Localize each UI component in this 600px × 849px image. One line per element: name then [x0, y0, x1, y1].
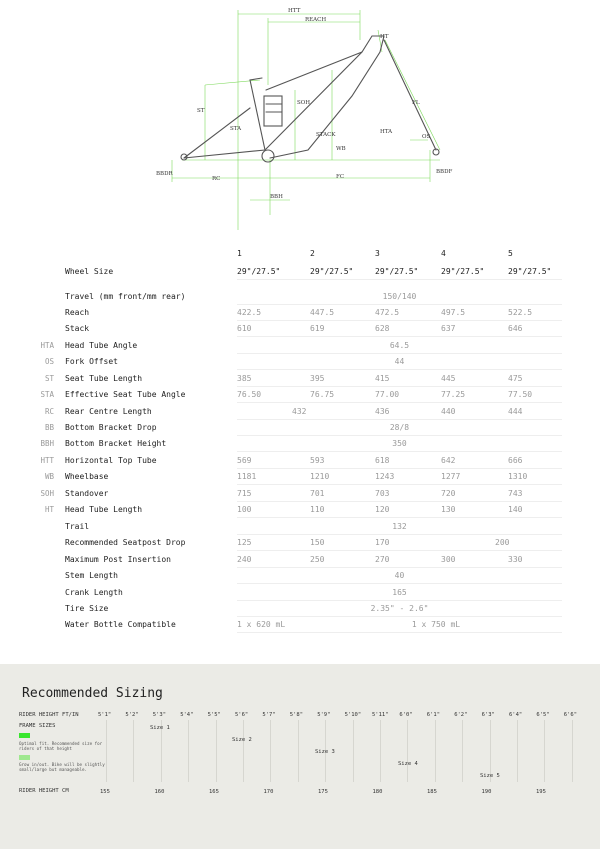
- geometry-row: [0, 404, 600, 420]
- row-value: 445: [441, 374, 456, 383]
- rider-height-ft-label: RIDER HEIGHT FT/IN: [19, 712, 79, 718]
- ft-gridline: [435, 720, 436, 782]
- row-value: 703: [375, 489, 390, 498]
- row-label: Water Bottle Compatible: [65, 620, 176, 629]
- label-bbh: BBH: [270, 194, 283, 200]
- geometry-row: [0, 617, 600, 633]
- label-wb: WB: [336, 146, 346, 152]
- row-label: Wheelbase: [65, 472, 109, 481]
- row-value: 715: [237, 489, 252, 498]
- ft-tick: 5'3": [152, 712, 167, 718]
- label-reach: REACH: [305, 17, 327, 23]
- row-label: Stem Length: [65, 571, 118, 580]
- geometry-row: [0, 486, 600, 502]
- row-label: Stack: [65, 324, 90, 333]
- row-value-all-sizes: 132: [392, 522, 407, 531]
- ft-gridline: [106, 720, 107, 782]
- ft-gridline: [353, 720, 354, 782]
- row-value-all-sizes: 2.35" - 2.6": [370, 604, 429, 613]
- geometry-row: [0, 387, 600, 403]
- size-header-1: 1: [237, 249, 242, 258]
- cm-tick: 195: [536, 789, 546, 795]
- geometry-row: [0, 535, 600, 551]
- label-ht: HT: [380, 34, 389, 40]
- size-1-bar: Size 1: [150, 725, 170, 731]
- row-divider: [237, 550, 562, 551]
- row-value: 395: [310, 374, 325, 383]
- row-divider: [237, 369, 562, 370]
- size-header-3: 3: [375, 249, 380, 258]
- ft-tick: 6'0": [399, 712, 413, 718]
- row-value: 444: [508, 407, 523, 416]
- sizing-title: Recommended Sizing: [22, 686, 163, 701]
- row-value-all-sizes: 165: [392, 588, 407, 597]
- row-value: 76.75: [310, 390, 335, 399]
- label-fc: FC: [336, 174, 345, 180]
- cm-tick: 155: [100, 789, 110, 795]
- row-value-all-sizes: 44: [394, 357, 405, 366]
- ft-tick: 5'2": [125, 712, 139, 718]
- cm-tick: 165: [209, 789, 219, 795]
- label-soh: SOH: [297, 100, 311, 106]
- size-header-2: 2: [310, 249, 315, 258]
- ft-tick: 5'9": [317, 712, 331, 718]
- row-value: 628: [375, 324, 390, 333]
- geometry-row: [0, 585, 600, 601]
- row-label: Crank Length: [65, 588, 123, 597]
- row-abbreviation: RC: [44, 407, 54, 416]
- row-value: 29"/27.5": [375, 267, 419, 276]
- row-label: Head Tube Length: [65, 505, 143, 514]
- label-fl: FL: [412, 100, 420, 106]
- row-divider: [237, 583, 562, 584]
- ft-gridline: [517, 720, 518, 782]
- row-value: 475: [508, 374, 523, 383]
- cm-tick: 170: [263, 789, 274, 795]
- row-value: 522.5: [508, 308, 533, 317]
- row-value-all-sizes: 350: [392, 439, 407, 448]
- ft-gridline: [462, 720, 463, 782]
- size-header-5: 5: [508, 249, 513, 258]
- frame-sizes-label: FRAME SIZES: [19, 723, 56, 729]
- ft-gridline: [270, 720, 271, 782]
- cm-tick: 185: [427, 789, 437, 795]
- row-value: 140: [508, 505, 523, 514]
- row-value: 120: [375, 505, 390, 514]
- row-label: Bottom Bracket Height: [65, 439, 167, 448]
- row-value: 1181: [237, 472, 257, 481]
- row-value: 300: [441, 555, 456, 564]
- ft-tick: 5'6": [235, 712, 249, 718]
- ft-tick: 5'7": [262, 712, 276, 718]
- size-5-bar: Size 5: [480, 773, 500, 779]
- geometry-row: [0, 436, 600, 452]
- ft-tick: 5'5": [207, 712, 221, 718]
- row-label: Travel (mm front/mm rear): [65, 292, 186, 301]
- row-label: Maximum Post Insertion: [65, 555, 171, 564]
- geometry-row: [0, 289, 600, 305]
- cm-tick: 180: [372, 789, 383, 795]
- label-htt: HTT: [288, 8, 301, 14]
- row-value: 610: [237, 324, 252, 333]
- row-label: Rear Centre Length: [65, 407, 152, 416]
- ft-tick: 6'2": [454, 712, 468, 718]
- row-value-remaining-sizes: 1 x 750 mL: [411, 620, 461, 629]
- label-os: OS: [422, 134, 431, 140]
- geometry-row: [0, 354, 600, 370]
- ft-tick: 5'4": [180, 712, 194, 718]
- cm-tick: 160: [154, 789, 165, 795]
- label-bbdf: BBDF: [436, 169, 453, 175]
- geometry-row: [0, 371, 600, 387]
- row-value: 472.5: [375, 308, 400, 317]
- row-label: Wheel Size: [65, 267, 114, 276]
- row-value-all-sizes: 28/8: [389, 423, 410, 432]
- row-value: 569: [237, 456, 252, 465]
- geometry-row: [0, 502, 600, 518]
- row-value: 77.00: [375, 390, 400, 399]
- cm-tick: 190: [481, 789, 492, 795]
- row-label: Horizontal Top Tube: [65, 456, 157, 465]
- row-abbreviation: ST: [44, 374, 54, 383]
- row-value: 1 x 620 mL: [237, 620, 286, 629]
- row-value: 701: [310, 489, 325, 498]
- ft-tick: 5'10": [344, 712, 362, 718]
- row-value: 720: [441, 489, 456, 498]
- label-rc: RC: [212, 176, 221, 182]
- row-value: 29"/27.5": [508, 267, 552, 276]
- ft-tick: 5'8": [289, 712, 304, 718]
- row-divider: [237, 451, 562, 452]
- row-value: 125: [237, 538, 252, 547]
- row-abbreviation: HTA: [40, 341, 54, 350]
- row-value: 422.5: [237, 308, 262, 317]
- row-value: 270: [375, 555, 390, 564]
- recommended-sizing-panel: [0, 664, 600, 849]
- ft-gridline: [407, 720, 408, 782]
- row-divider: [237, 632, 562, 633]
- row-abbreviation: STA: [40, 390, 54, 399]
- row-abbreviation: HTT: [40, 456, 54, 465]
- ft-gridline: [243, 720, 244, 782]
- row-abbreviation: SOH: [40, 489, 54, 498]
- row-value: 250: [310, 555, 325, 564]
- row-value: 593: [310, 456, 325, 465]
- row-value: 29"/27.5": [441, 267, 485, 276]
- row-value: 200: [495, 538, 510, 547]
- row-value: 743: [508, 489, 523, 498]
- row-value: 77.50: [508, 390, 533, 399]
- geometry-row: [0, 601, 600, 617]
- row-value: 447.5: [310, 308, 335, 317]
- legend-optimal-text: Optimal fit. Recommended size for riders of that height: [19, 741, 103, 751]
- row-value: 1310: [508, 472, 528, 481]
- geometry-row: [0, 305, 600, 321]
- row-divider: [237, 336, 562, 337]
- ft-tick: 6'3": [481, 712, 495, 718]
- row-label: Fork Offset: [65, 357, 118, 366]
- row-value: 170: [375, 538, 390, 547]
- row-value: 415: [375, 374, 390, 383]
- row-value-all-sizes: 40: [394, 571, 405, 580]
- row-value: 76.50: [237, 390, 262, 399]
- ft-tick: 6'6": [563, 712, 578, 718]
- row-value-all-sizes: 64.5: [389, 341, 410, 350]
- row-divider: [237, 279, 562, 280]
- legend-optimal-swatch: [19, 733, 30, 738]
- ft-gridline: [298, 720, 299, 782]
- row-value: 637: [441, 324, 456, 333]
- geometry-row: [0, 420, 600, 436]
- row-value: 646: [508, 324, 523, 333]
- geometry-row: [0, 264, 600, 280]
- row-value: 436: [375, 407, 390, 416]
- row-value: 618: [375, 456, 390, 465]
- ft-tick: 6'4": [509, 712, 523, 718]
- row-value: 642: [441, 456, 456, 465]
- ft-gridline: [216, 720, 217, 782]
- ft-tick: 6'1": [426, 712, 441, 718]
- ft-gridline: [188, 720, 189, 782]
- row-value: 1277: [441, 472, 461, 481]
- row-label: Recommended Seatpost Drop: [65, 538, 186, 547]
- size-4-bar: Size 4: [398, 761, 418, 767]
- row-divider: [237, 402, 562, 403]
- row-value: 29"/27.5": [237, 267, 281, 276]
- row-divider: [237, 517, 562, 518]
- ft-gridline: [544, 720, 545, 782]
- row-value: 666: [508, 456, 523, 465]
- rider-height-cm-label: RIDER HEIGHT CM: [19, 788, 69, 794]
- row-abbreviation: HT: [44, 505, 54, 514]
- row-value: 1243: [375, 472, 395, 481]
- row-value: 100: [237, 505, 252, 514]
- row-value: 150: [310, 538, 325, 547]
- row-value: 110: [310, 505, 325, 514]
- row-label: Effective Seat Tube Angle: [65, 390, 186, 399]
- ft-tick: 6'5": [536, 712, 550, 718]
- ft-tick: 5'11": [372, 712, 389, 718]
- label-bbdr: BBDR: [156, 171, 173, 177]
- geometry-row: [0, 469, 600, 485]
- row-divider: [237, 484, 562, 485]
- label-sta: STA: [230, 126, 242, 132]
- geometry-row: [0, 519, 600, 535]
- cm-tick: 175: [318, 789, 328, 795]
- label-hta: HTA: [380, 129, 393, 135]
- size-2-bar: Size 2: [232, 737, 252, 743]
- row-value: 1210: [310, 472, 330, 481]
- row-value-all-sizes: 150/140: [382, 292, 417, 301]
- row-value: 432: [292, 407, 307, 416]
- row-abbreviation: BB: [44, 423, 54, 432]
- geometry-row: [0, 453, 600, 469]
- row-value: 77.25: [441, 390, 466, 399]
- row-value: 240: [237, 555, 252, 564]
- row-value: 619: [310, 324, 325, 333]
- row-label: Trail: [65, 522, 90, 531]
- label-st: ST: [197, 108, 205, 114]
- ft-tick: 5'1": [98, 712, 112, 718]
- row-label: Bottom Bracket Drop: [65, 423, 157, 432]
- legend-grow-text: Grow in/out. Bike will be slightly small/large but manageable.: [19, 762, 105, 772]
- row-abbreviation: OS: [44, 357, 54, 366]
- row-value: 385: [237, 374, 252, 383]
- row-value: 497.5: [441, 308, 466, 317]
- geometry-row: [0, 321, 600, 337]
- row-value: 29"/27.5": [310, 267, 354, 276]
- row-value: 440: [441, 407, 456, 416]
- legend-grow-swatch: [19, 755, 30, 760]
- label-stack: STACK: [316, 132, 336, 138]
- ft-gridline: [572, 720, 573, 782]
- row-label: Head Tube Angle: [65, 341, 138, 350]
- size-header-4: 4: [441, 249, 446, 258]
- geometry-row: [0, 338, 600, 354]
- row-label: Tire Size: [65, 604, 109, 613]
- row-abbreviation: WB: [44, 472, 54, 481]
- row-label: Seat Tube Length: [65, 374, 143, 383]
- ft-gridline: [380, 720, 381, 782]
- geometry-row: [0, 552, 600, 568]
- row-value: 130: [441, 505, 456, 514]
- size-3-bar: Size 3: [315, 749, 335, 755]
- ft-gridline: [133, 720, 134, 782]
- geometry-row: [0, 568, 600, 584]
- row-abbreviation: BBH: [40, 439, 54, 448]
- row-value: 330: [508, 555, 523, 564]
- row-label: Reach: [65, 308, 90, 317]
- row-label: Standover: [65, 489, 109, 498]
